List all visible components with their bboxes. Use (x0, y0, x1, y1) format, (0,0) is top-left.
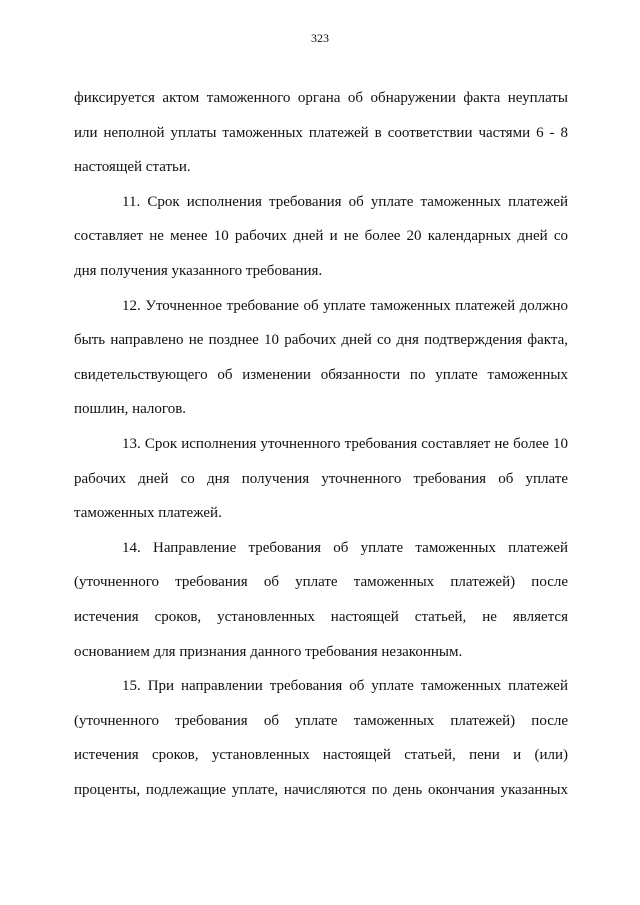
page-number: 323 (311, 31, 329, 45)
text-line: таможенных платежей. (74, 505, 222, 522)
paragraph (74, 427, 568, 531)
text-line: свидетельствующего об изменении обязанности по уплате таможенных (74, 366, 568, 383)
text-line: составляет не менее 10 рабочих дней и не более 20 календарных дней со (74, 228, 568, 245)
text-line: 15. При направлении требования об уплате таможенных платежей (122, 678, 568, 695)
text-line: рабочих дней со дня получения уточненного требования об уплате (74, 470, 568, 487)
text-line: 12. Уточненное требование об уплате таможенных платежей должно (122, 297, 568, 314)
text-line: основанием для признания данного требования незаконным. (74, 643, 463, 660)
paragraph (74, 289, 568, 427)
text-line: быть направлено не позднее 10 рабочих дней со дня подтверждения факта, (74, 332, 568, 349)
text-line: пошлин, налогов. (74, 401, 187, 418)
text-line: фиксируется актом таможенного органа об обнаружении факта неуплаты (74, 90, 568, 106)
text-line: истечения сроков, установленных настоящей статьей, не является (74, 608, 568, 625)
text-line: настоящей статьи. (74, 159, 191, 176)
paragraph (74, 185, 568, 289)
text-line: 13. Срок исполнения уточненного требования составляет не более 10 (122, 435, 568, 452)
paragraph (74, 531, 568, 669)
text-line: истечения сроков, установленных настоящей статьей, пени и (или) (74, 747, 568, 764)
text-line: (уточненного требования об уплате таможенных платежей) после (74, 712, 568, 729)
paragraph (74, 669, 568, 807)
text-line: проценты, подлежащие уплате, начисляются по день окончания указанных (74, 781, 568, 798)
document-body (74, 81, 568, 807)
paragraph (74, 81, 568, 185)
text-line: 11. Срок исполнения требования об уплате таможенных платежей (122, 193, 568, 210)
text-line: или неполной уплаты таможенных платежей в соответствии частями 6 - 8 (74, 124, 568, 141)
text-line: 14. Направление требования об уплате таможенных платежей (122, 539, 568, 556)
text-line: (уточненного требования об уплате таможенных платежей) после (74, 574, 568, 591)
text-line: дня получения указанного требования. (74, 262, 323, 279)
